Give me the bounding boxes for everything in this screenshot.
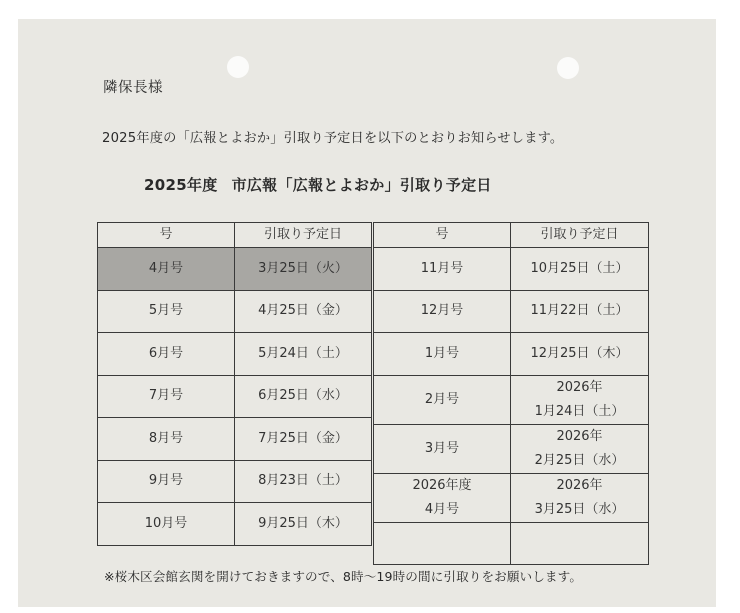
table-row: [374, 290, 649, 333]
issue-cell: 1月号: [374, 333, 511, 376]
date-cell: [511, 375, 649, 424]
date-cell: [511, 473, 649, 522]
date-cell: 5月24日（土）: [235, 333, 372, 376]
date-cell: 6月25日（水）: [235, 375, 372, 418]
date-line: 3月25日（水）: [534, 501, 625, 517]
addressee: 隣保長様: [103, 80, 163, 96]
document-title: [144, 174, 492, 195]
date-cell: 8月23日（土）: [235, 460, 372, 503]
table-row: [98, 418, 372, 461]
issue-cell: 11月号: [374, 248, 511, 291]
issue-cell-empty: [374, 522, 511, 565]
schedule-table-left: [97, 222, 372, 546]
table-row: [98, 503, 372, 546]
table-row: [374, 333, 649, 376]
table-row: [98, 248, 372, 291]
issue-cell: 10月号: [98, 503, 235, 546]
punch-hole-right: [557, 57, 579, 79]
issue-cell: 3月号: [374, 424, 511, 473]
issue-cell: 9月号: [98, 460, 235, 503]
date-cell: 10月25日（土）: [511, 248, 649, 291]
schedule-table-right: [373, 222, 649, 565]
date-cell: 3月25日（火）: [235, 248, 372, 291]
date-year-line: 2026年: [556, 428, 603, 444]
issue-cell: 8月号: [98, 418, 235, 461]
table-row: [374, 522, 649, 565]
title-main: 市広報「広報とよおか」引取り予定日: [231, 176, 492, 194]
date-cell: [511, 424, 649, 473]
table-row: [374, 248, 649, 291]
footnote: ※桜木区会館玄関を開けておきますので、8時～19時の間に引取りをお願いします。: [104, 569, 583, 584]
date-line: 2月25日（水）: [534, 452, 625, 468]
table-row: [98, 290, 372, 333]
punch-hole-left: [227, 56, 249, 78]
header-date: 引取り予定日: [235, 223, 372, 248]
issue-line: 4月号: [424, 501, 460, 517]
date-line: 1月24日（土）: [534, 403, 625, 419]
issue-cell: 5月号: [98, 290, 235, 333]
table-header-row: [374, 223, 649, 248]
issue-cell: 4月号: [98, 248, 235, 291]
table-row: [98, 375, 372, 418]
date-cell: 12月25日（木）: [511, 333, 649, 376]
table-row: [98, 460, 372, 503]
date-year-line: 2026年: [556, 379, 603, 395]
header-date: 引取り予定日: [511, 223, 649, 248]
intro-text: 2025年度の「広報とよおか」引取り予定日を以下のとおりお知らせします。: [102, 131, 564, 146]
issue-cell: [374, 473, 511, 522]
table-row: [374, 473, 649, 522]
table-row: [374, 375, 649, 424]
date-cell-empty: [511, 522, 649, 565]
issue-cell: 2月号: [374, 375, 511, 424]
date-cell: 9月25日（木）: [235, 503, 372, 546]
date-cell: 4月25日（金）: [235, 290, 372, 333]
date-cell: 11月22日（土）: [511, 290, 649, 333]
date-cell: 7月25日（金）: [235, 418, 372, 461]
date-year-line: 2026年: [556, 477, 603, 493]
issue-cell: 6月号: [98, 333, 235, 376]
title-year: 2025年度: [144, 176, 218, 194]
table-row: [374, 424, 649, 473]
header-issue: 号: [98, 223, 235, 248]
table-row: [98, 333, 372, 376]
issue-cell: 7月号: [98, 375, 235, 418]
table-header-row: [98, 223, 372, 248]
header-issue: 号: [374, 223, 511, 248]
issue-year-line: 2026年度: [412, 477, 472, 493]
issue-cell: 12月号: [374, 290, 511, 333]
